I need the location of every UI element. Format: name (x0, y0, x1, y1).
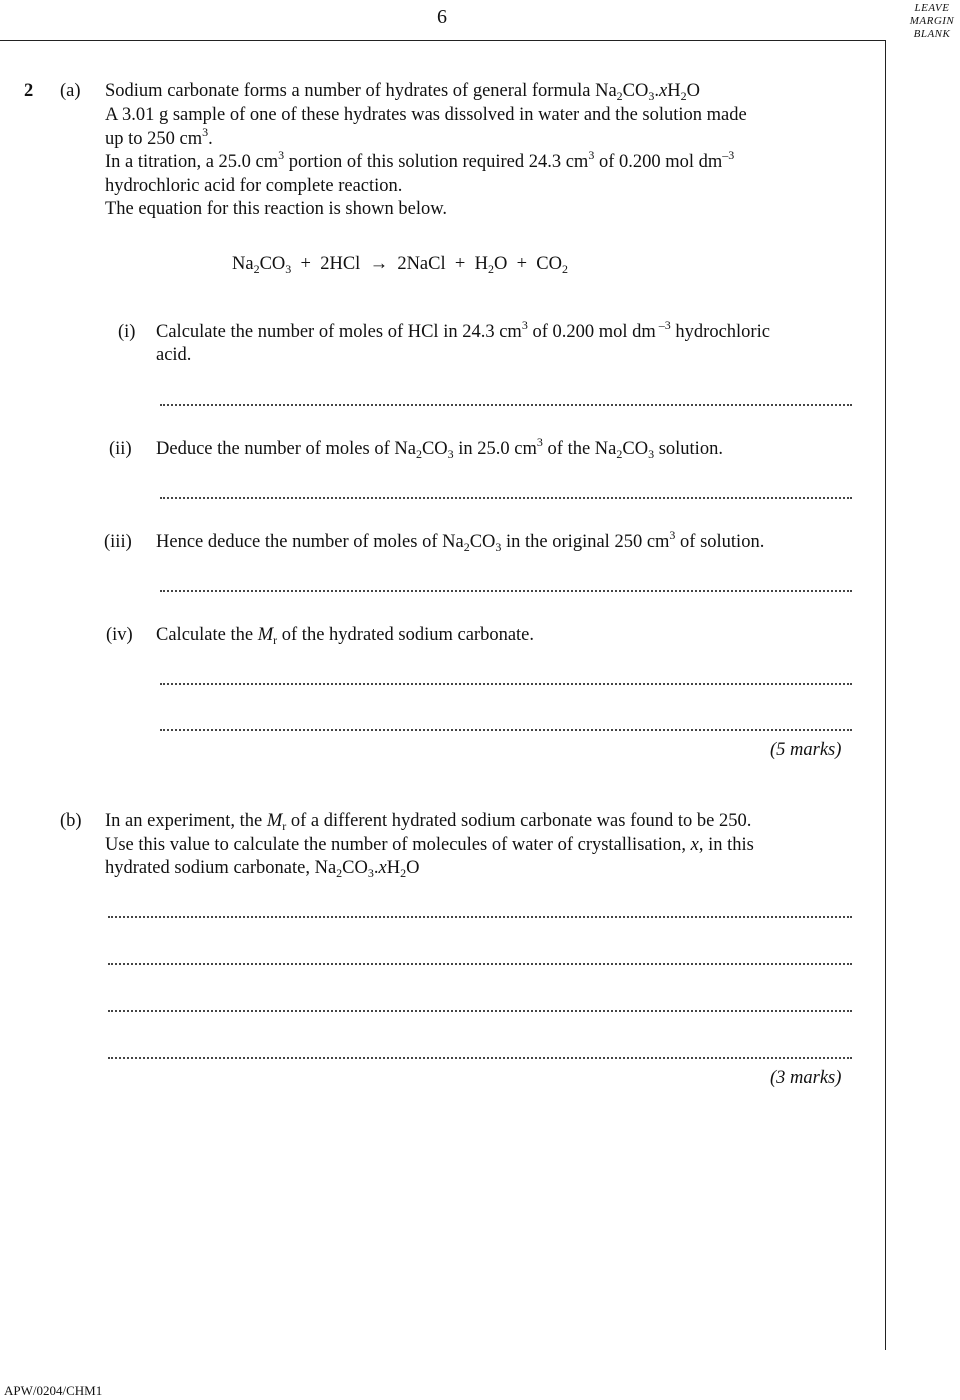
intro-line-1: Sodium carbonate forms a number of hydrates of general formula $Na_2CO_3.xH_2O$ (105, 81, 700, 103)
intro-line-4: In a titration, a 25.0 $cm^3$ portion of this solution required 24.3 $cm^3$ of 0.200 mol $dm^{-3}$ (105, 148, 735, 172)
sub-iv-label: (iv) (106, 625, 133, 645)
part-b-line-1: In an experiment, the $M_r$ of a different hydrated sodium carbonate was found to be 250. (105, 811, 752, 833)
answer-line[interactable] (108, 1008, 852, 1012)
intro-line-2: A 3.01 g sample of one of these hydrates was dissolved in water and the solution made (105, 105, 747, 125)
answer-line[interactable] (108, 914, 852, 918)
sub-i-line-2: acid. (156, 345, 192, 365)
margin-note-line: MARGIN (909, 15, 955, 27)
part-b-label: (b) (60, 811, 82, 831)
part-b-line-3: hydrated sodium carbonate, $Na_2CO_3.xH_2O$ (105, 858, 420, 880)
question-number: 2 (24, 81, 34, 101)
part-a-label: (a) (60, 81, 81, 101)
sub-ii-label: (ii) (109, 439, 132, 459)
intro-line-3: up to 250 $cm^3$. (105, 125, 213, 149)
margin-note-line: BLANK (913, 28, 951, 40)
part-b-line-2: Use this value to calculate the number of molecules of water of crystallisation, x, in this (105, 835, 754, 855)
answer-line[interactable] (160, 588, 852, 592)
answer-line[interactable] (160, 727, 852, 731)
sub-iii-text: Hence deduce the number of moles of $Na_2CO_3$ in the original 250 $cm^3$ of solution. (156, 528, 765, 554)
part-a-marks: (5 marks) (770, 740, 842, 760)
sub-i-line-1: Calculate the number of moles of HCl in 24.3 $cm^3$ of 0.200 mol dm $^{-3}$ hydrochloric (156, 318, 770, 342)
page-number: 6 (437, 6, 447, 28)
answer-line[interactable] (160, 681, 852, 685)
sub-i-label: (i) (118, 322, 136, 342)
top-margin-rule (0, 40, 886, 41)
margin-note-line: LEAVE (914, 2, 950, 14)
sub-ii-text: Deduce the number of moles of $Na_2CO_3$ in 25.0 $cm^3$ of the $Na_2CO_3$ solution. (156, 435, 723, 461)
intro-line-5: hydrochloric acid for complete reaction. (105, 176, 403, 196)
answer-line[interactable] (160, 402, 852, 406)
intro-line-6: The equation for this reaction is shown below. (105, 199, 447, 219)
part-b-marks: (3 marks) (770, 1068, 842, 1088)
paper-code: APW/0204/CHM1 (4, 1383, 103, 1398)
reaction-arrow: → (369, 254, 389, 274)
sub-iii-label: (iii) (104, 532, 132, 552)
answer-line[interactable] (160, 495, 852, 499)
answer-line[interactable] (108, 1055, 852, 1059)
sub-iv-text: Calculate the $M_r$ of the hydrated sodium carbonate. (156, 625, 534, 647)
reaction-equation: $Na_2CO_3 + 2HCl$ → 2NaCl + $H_2O + CO_2$ (232, 254, 568, 276)
right-margin-rule (885, 40, 886, 1350)
margin-note (906, 2, 958, 41)
answer-line[interactable] (108, 961, 852, 965)
